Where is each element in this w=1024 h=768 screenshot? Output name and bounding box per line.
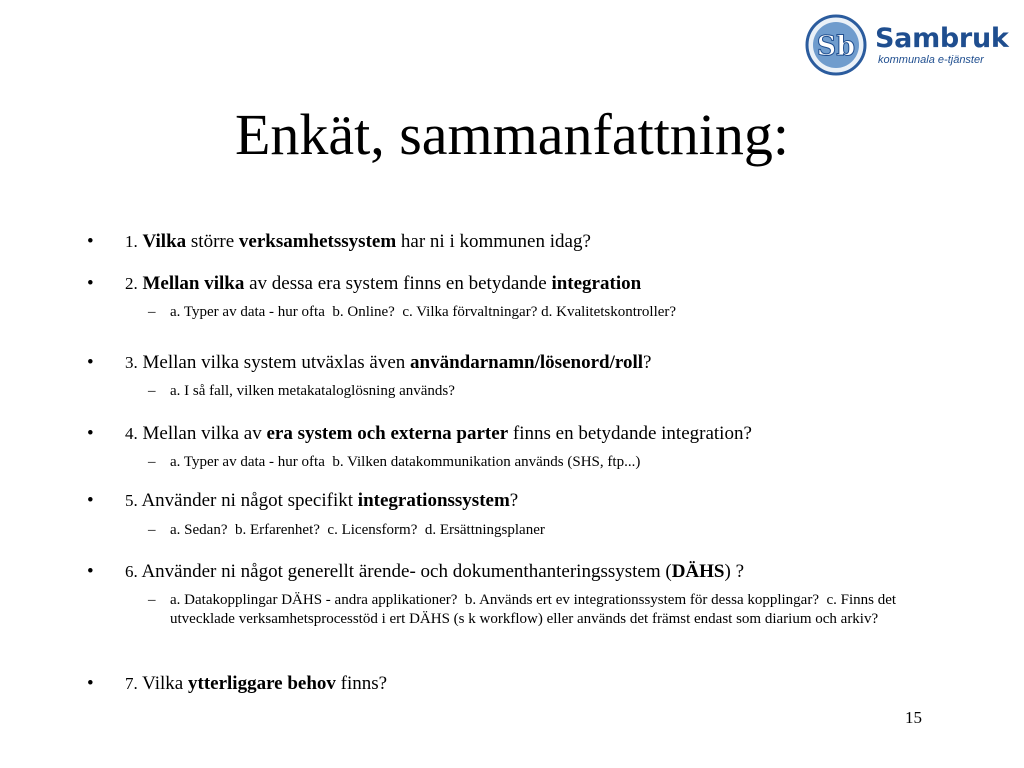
sub-item-text: a. Sedan? b. Erfarenhet? c. Licensform? d. Ersättningsplaner [170, 522, 545, 538]
sub-marker: – [148, 304, 156, 320]
item-number: 3. [125, 353, 138, 372]
item-number: 4. [125, 424, 138, 443]
page-number: 15 [905, 708, 922, 727]
logo-name: Sambruk [875, 23, 1009, 54]
sub-marker: – [148, 522, 156, 538]
bold-text: era system och externa parter [266, 423, 509, 444]
slide-title: Enkät, sammanfattning: [234, 102, 790, 167]
sub-item-text: a. I så fall, vilken metakataloglösning används? [170, 383, 455, 399]
bullet-marker: • [87, 352, 94, 373]
bold-text: Vilka [142, 231, 187, 252]
bullet-marker: • [87, 423, 94, 444]
logo-tagline: kommunala e-tjänster [878, 54, 984, 66]
bullet-marker: • [87, 673, 94, 694]
sub-item-text: a. Typer av data - hur ofta b. Online? c. Vilka förvaltningar? d. Kvalitetskontroller? [170, 304, 677, 320]
sub-marker: – [148, 454, 156, 470]
bold-text: verksamhetssystem [238, 231, 397, 252]
sub-item-text: a. Datakopplingar DÄHS - andra applikationer? b. Används ert ev integrationssystem för dessa kopplingar? c. Finns det utvecklade verksamhetsprocesstöd i ert DÄHS (s k workflow) eller används det främst endast som diarium och arkiv? [170, 592, 900, 627]
item-number: 1. [125, 232, 138, 251]
item-number: 6. [125, 562, 138, 581]
sub-marker: – [148, 592, 156, 608]
bullet-marker: • [87, 231, 94, 252]
bold-text: ytterliggare behov [188, 673, 336, 694]
item-number: 5. [125, 491, 138, 510]
slide-content: • 1. Vilka större verksamhetssystem har ni i kommunen idag? • 2. Mellan vilka av dessa era system finns en betydande integration – a. Typer av data - hur ofta b. Online? c. Vilka förvaltningar? d. Kvalitetskontroller? • 3. Mellan vilka system utväxlas även användarnamn/lösenord/roll? – a. I så fall, vilken metakataloglösning används? • 4. Mellan vilka av era system och externa parter finns en betydande integration? – a. Typer av data - hur ofta b. Vilken datakommunikation används (SHS, ftp...) • 5. Använder ni något specifikt integrationssystem? – a. Sedan? b. Erfarenhet? c. Licensform? d. Ersättningsplaner • 6. Använder ni något generellt ärende- och dokumenthanteringssystem (DÄHS) ? – a. Datakopplingar DÄHS - andra applikationer? b. Används ert ev integrationssystem för dessa kopplingar? c. Finns det utvecklade verksamhetsprocesstöd i ert DÄHS (s k workflow) eller används det främst endast som diarium och arkiv? • 7. Vilka ytterliggare behov finns? [0, 0, 1024, 768]
sub-item-text: a. Typer av data - hur ofta b. Vilken datakommunikation används (SHS, ftp...) [170, 454, 641, 470]
bold-text: DÄHS [671, 561, 725, 582]
item-number: 2. [125, 274, 138, 293]
item-number: 7. [125, 674, 138, 693]
bold-text: integration [551, 273, 642, 294]
bold-text: Mellan vilka [142, 273, 245, 294]
bold-text: användarnamn/lösenord/roll [410, 352, 644, 373]
bold-text: integrationssystem [357, 490, 510, 511]
logo-mark: Sb [816, 31, 856, 62]
sub-marker: – [148, 383, 156, 399]
bullet-marker: • [87, 561, 94, 582]
bullet-marker: • [87, 273, 94, 294]
bullet-marker: • [87, 490, 94, 511]
